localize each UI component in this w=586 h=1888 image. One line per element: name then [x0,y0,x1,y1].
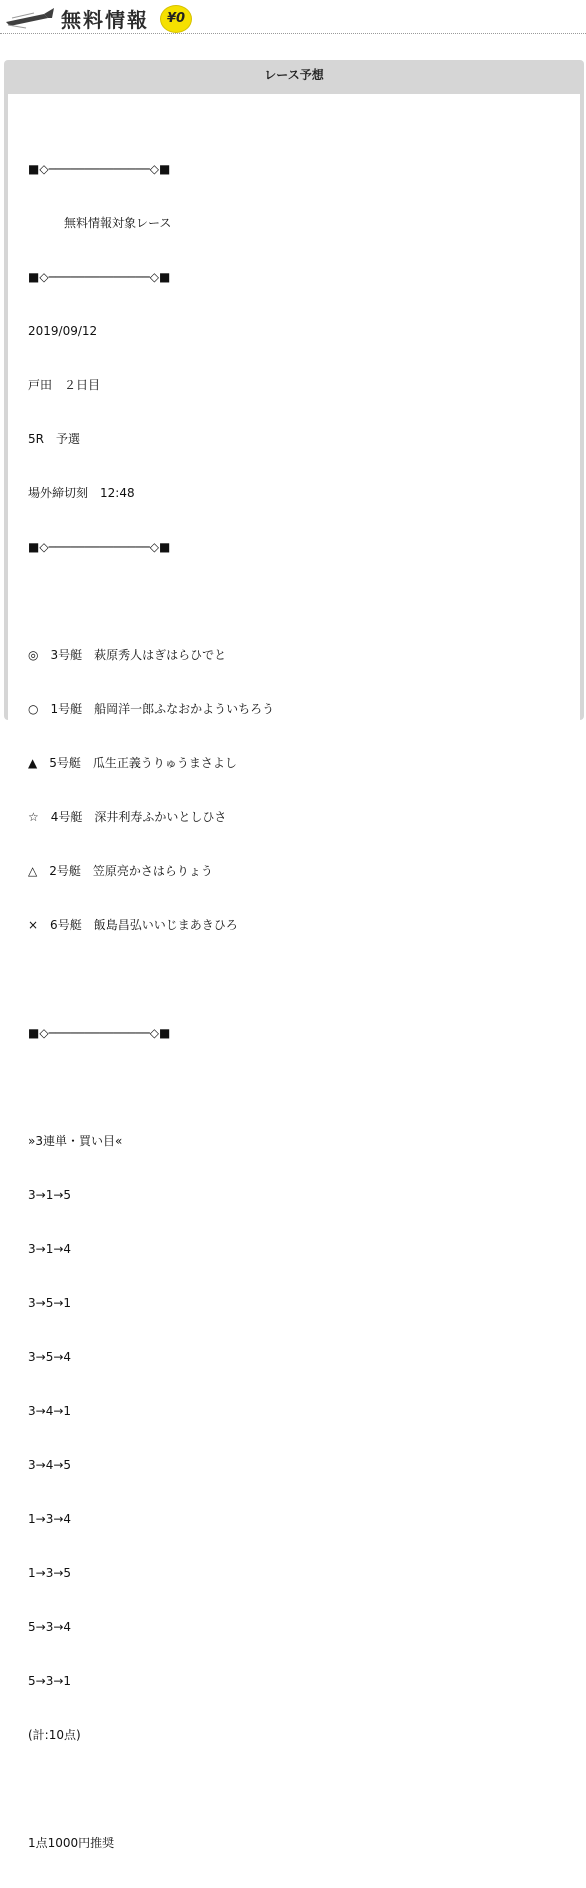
prediction-item: ▲ 5号艇 瓜生正義うりゅうまさよし [28,756,237,770]
target-race-label: 無料情報対象レース [64,216,172,230]
page-title: 無料情報 [61,8,149,32]
pen-deco-icon [4,4,56,30]
prediction-content [28,124,274,1888]
bet-item: 1→3→5 [28,1566,72,1580]
prediction-item: ☆ 4号艇 深井利寿ふかいとしひさ [28,810,227,824]
divider-line: ■◇──────────────◇■ [28,1026,171,1040]
prediction-item: ◎ 3号艇 萩原秀人はぎはらひでと [28,648,227,662]
free-badge-icon: ¥0 [160,5,192,33]
divider-line: ■◇──────────────◇■ [28,540,171,554]
bet-item: 3→1→5 [28,1188,72,1202]
bet-total: (計:10点) [28,1728,81,1742]
bet-item: 3→4→1 [28,1404,72,1418]
divider-line: ■◇──────────────◇■ [28,162,171,176]
bet-item: 3→5→1 [28,1296,72,1310]
bet-item: 3→4→5 [28,1458,72,1472]
prediction-item: △ 2号艇 笠原亮かさはらりょう [28,864,213,878]
panel-title: レース予想 [264,68,324,82]
panel-body [8,94,580,1850]
bet-item: 5→3→1 [28,1674,72,1688]
bet-recommendation: 1点1000円推奨 [28,1836,115,1850]
divider-line: ■◇──────────────◇■ [28,270,171,284]
race-number: 5R 予選 [28,432,80,446]
bet-header: »3連単・買い目« [28,1134,123,1148]
race-prediction-panel [4,60,584,1850]
prediction-item: × 6号艇 飯島昌弘いいじまあきひろ [28,918,238,932]
bet-item: 3→5→4 [28,1350,72,1364]
race-venue: 戸田 ２日目 [28,378,101,392]
bet-item: 3→1→4 [28,1242,72,1256]
bet-item: 1→3→4 [28,1512,72,1526]
page-header [0,0,586,34]
race-deadline: 場外締切刻 12:48 [28,486,135,500]
race-date: 2019/09/12 [28,324,98,338]
bet-item: 5→3→4 [28,1620,72,1634]
prediction-item: ○ 1号艇 船岡洋一郎ふなおかよういちろう [28,702,275,716]
